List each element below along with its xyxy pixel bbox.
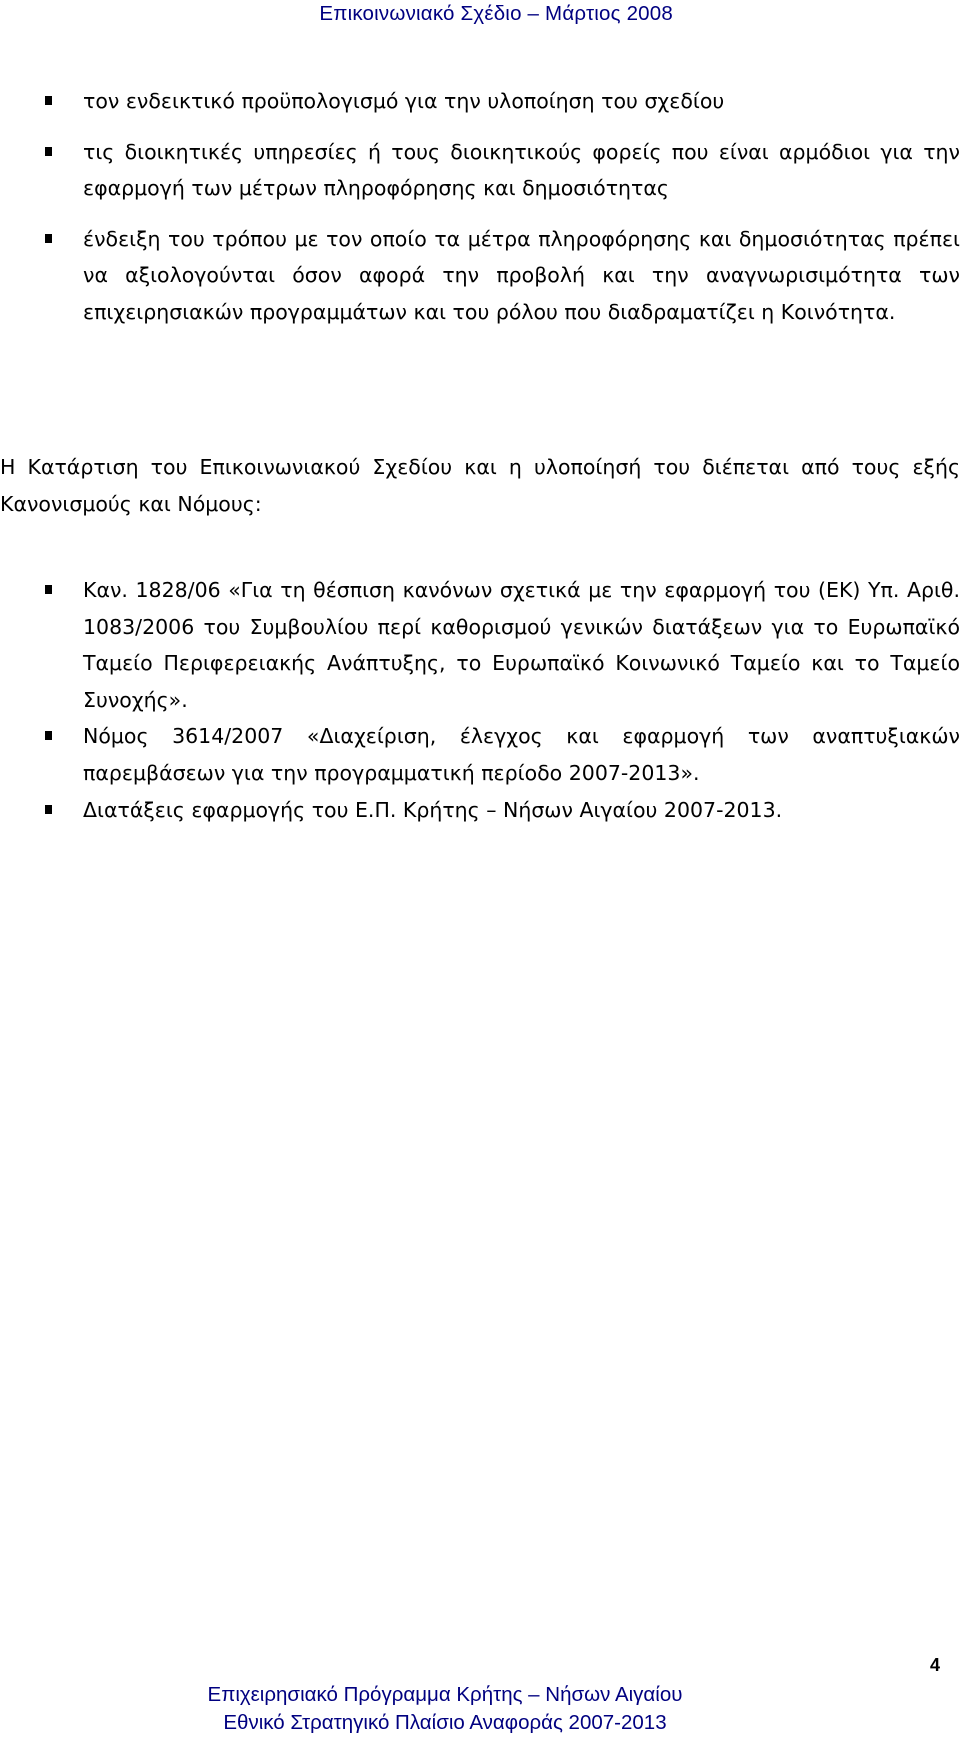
square-bullet-icon [45, 234, 52, 243]
regulations-list [0, 572, 960, 828]
square-bullet-icon [45, 731, 52, 740]
list-item [0, 718, 960, 791]
square-bullet-icon [45, 585, 52, 594]
list-item [0, 83, 960, 120]
list-item-text: Διατάξεις εφαρμογής του Ε.Π. Κρήτης – Νήσων Αιγαίου 2007-2013. [83, 797, 783, 822]
list-item [0, 134, 960, 207]
list-item [0, 792, 960, 829]
intro-paragraph: Η Κατάρτιση του Επικοινωνιακού Σχεδίου και η υλοποίησή του διέπεται από τους εξής Κανονισμούς και Νόμους: [0, 455, 960, 516]
list-item [0, 221, 960, 331]
square-bullet-icon [45, 147, 52, 156]
footer-line-program: Επιχειρησιακό Πρόγραμμα Κρήτης – Νήσων Αιγαίου [207, 1683, 683, 1706]
list-item-text: τις διοικητικές υπηρεσίες ή τους διοικητικούς φορείς που είναι αρμόδιοι για την εφαρμογή των μέτρων πληροφόρησης και δημοσιότητας [83, 139, 960, 201]
page-number: 4 [930, 1655, 941, 1675]
list-item-text: ένδειξη του τρόπου με τον οποίο τα μέτρα πληροφόρησης και δημοσιότητας πρέπει να αξιολογούνται όσον αφορά την προβολή και την αναγνωρισιμότητα των επιχειρησιακών προγραμμάτων και του ρόλου που διαδραματίζει η Κοινότητα. [83, 226, 960, 324]
list-item-text: Καν. 1828/06 «Για τη θέσπιση κανόνων σχετικά με την εφαρμογή του (ΕΚ) Υπ. Αριθ. 1083/2006 του Συμβουλίου περί καθορισμού γενικών διατάξεων για το Ευρωπαϊκό Ταμείο Περιφερειακής Ανάπτυξης, το Ευρωπαϊκό Κοινωνικό Ταμείο και το Ταμείο Συνοχής». [83, 578, 960, 712]
page-header [0, 2, 960, 26]
header-title: Επικοινωνιακό Σχέδιο – Μάρτιος 2008 [319, 2, 673, 25]
requirements-list [0, 83, 960, 345]
square-bullet-icon [45, 96, 52, 105]
list-item [0, 572, 960, 718]
square-bullet-icon [45, 805, 52, 814]
footer-line-framework: Εθνικό Στρατηγικό Πλαίσιο Αναφοράς 2007-2013 [223, 1711, 667, 1734]
page-footer [0, 1681, 960, 1737]
list-item-text: τον ενδεικτικό προϋπολογισμό για την υλοποίηση του σχεδίου [83, 89, 725, 113]
list-item-text: Νόμος 3614/2007 «Διαχείριση, έλεγχος και εφαρμογή των αναπτυξιακών παρεμβάσεων για την προγραμματική περίοδο 2007-2013». [83, 724, 960, 785]
